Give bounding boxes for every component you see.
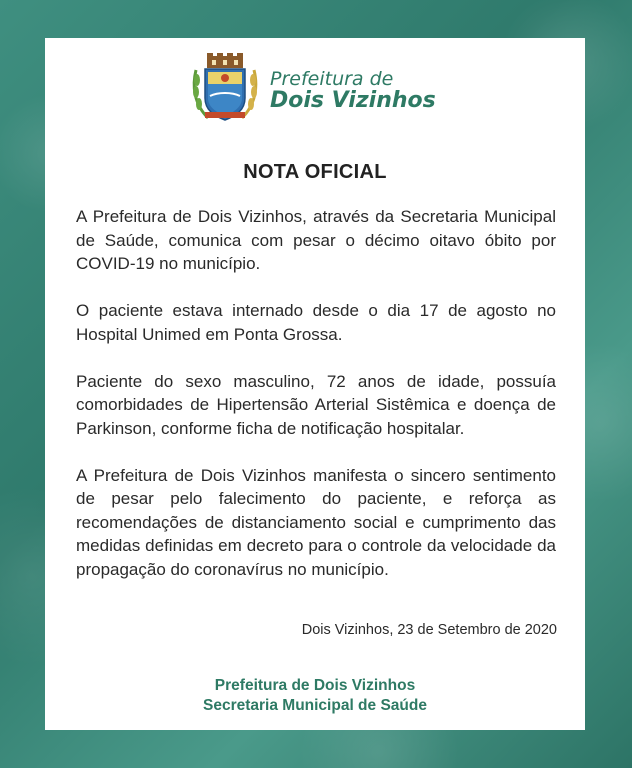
paragraph-hospitalization: O paciente estava internado desde o dia 17 de agosto no Hospital Unimed em Ponta Grossa. <box>76 301 556 344</box>
note-body <box>76 205 556 605</box>
prefeitura-logo <box>190 52 450 124</box>
note-title: NOTA OFICIAL <box>243 161 387 183</box>
date-line: Dois Vizinhos, 23 de Setembro de 2020 <box>301 622 557 638</box>
paragraph-recommendations: A Prefeitura de Dois Vizinhos manifesta o sincero sentimento de pesar pelo falecimento do paciente, e reforça as recomendações de distanciamento social e cumprimento das medidas definidas em decreto para o controle da velocidade da propagação do coronavírus no município. <box>76 465 556 579</box>
logo-wordmark <box>270 68 436 112</box>
official-note-sheet <box>45 38 585 730</box>
signature-block <box>45 676 585 716</box>
paragraph-patient-details: Paciente do sexo masculino, 72 anos de idade, possuía comorbidades de Hipertensão Arterial Sistêmica e doença de Parkinson, conforme ficha de notificação hospitalar. <box>76 371 556 438</box>
paragraph-announcement: A Prefeitura de Dois Vizinhos, através da Secretaria Municipal de Saúde, comunica com pesar o décimo oitavo óbito por COVID-19 no município. <box>76 207 556 273</box>
signature-secretaria: Secretaria Municipal de Saúde <box>203 697 427 714</box>
logo-line-prefeitura: Prefeitura de <box>270 68 394 90</box>
signature-prefeitura: Prefeitura de Dois Vizinhos <box>214 677 416 694</box>
logo-line-city: Dois Vizinhos <box>270 88 436 113</box>
municipal-crest-icon <box>190 52 260 124</box>
